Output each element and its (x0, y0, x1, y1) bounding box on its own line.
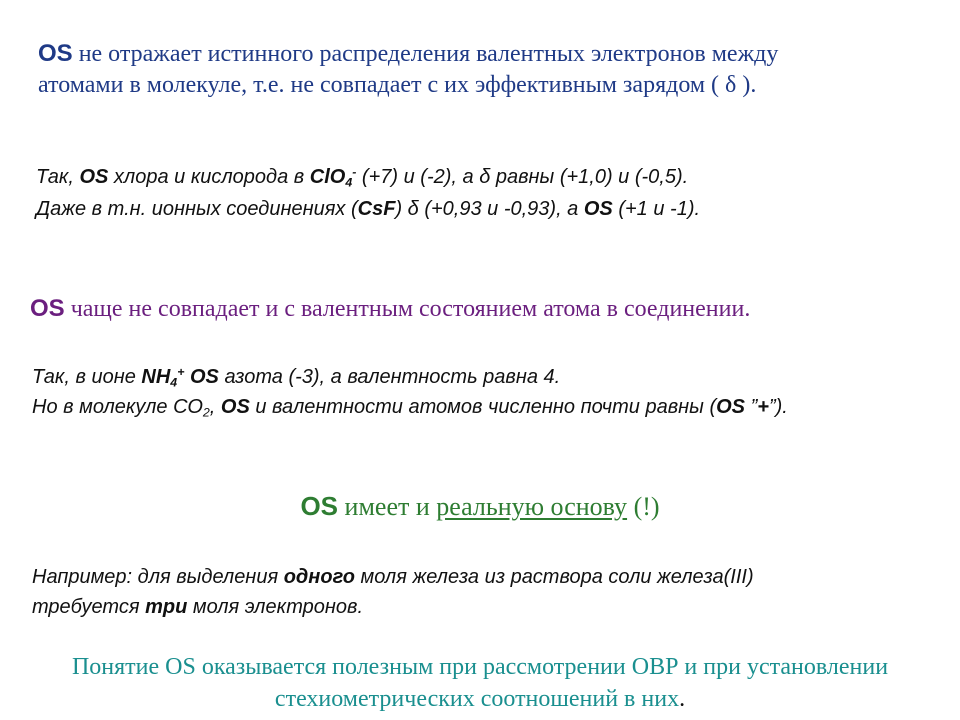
text: (!) (627, 492, 660, 521)
text: азота (-3), а валентность равна 4. (218, 366, 561, 388)
formula-clo: ClO (309, 166, 346, 188)
p6-line-2 (32, 592, 754, 622)
period: . (679, 686, 686, 712)
formula-superscript: + (177, 365, 185, 380)
formula-nh: NH (141, 366, 171, 388)
os-term: OS (30, 295, 65, 322)
plus-sign: + (757, 396, 769, 418)
p1-line-1 (38, 38, 778, 70)
text: моля электронов. (187, 596, 364, 618)
p6-line-1 (32, 562, 754, 592)
os-term: OS (583, 198, 613, 220)
paragraph-examples-nh4-co2 (32, 362, 788, 422)
text: ” (745, 396, 758, 418)
formula-superscript: - (352, 165, 357, 180)
os-term: OS (184, 366, 219, 388)
os-term: OS (38, 40, 73, 67)
text: Но в молекуле СО (32, 396, 203, 418)
text: Даже в т.н. ионных соединениях ( (36, 198, 358, 220)
text: хлора и кислорода в (108, 166, 310, 188)
formula-subscript: 2 (202, 405, 210, 420)
paragraph-valence-state (30, 294, 750, 324)
paragraph-iron-example (32, 562, 754, 622)
underlined-phrase: реальную основу (436, 492, 628, 521)
p1-line-2: атомами в молекуле, т.е. не совпадает с их эффективным зарядом ( δ ). (38, 72, 757, 98)
text: Например: для выделения (32, 566, 284, 588)
p7-line-2 (0, 683, 960, 715)
paragraph-os-definition (38, 38, 778, 101)
p4-line-1 (32, 362, 788, 392)
text: , (209, 396, 221, 418)
text: стехиометрических соотношений в них (274, 686, 680, 712)
os-term: OS (220, 396, 250, 418)
text: Так, (36, 166, 80, 188)
p2-line-1 (36, 161, 700, 193)
formula-subscript: 4 (170, 375, 178, 390)
os-term: OS (716, 396, 746, 418)
text: (+7) и (-2), а δ равны (+1,0) и (-0,5). (356, 166, 689, 188)
emphasis-three: три (145, 596, 188, 618)
text: Так, в ионе (32, 366, 142, 388)
heading-real-basis (0, 489, 960, 524)
os-term: OS (300, 491, 339, 521)
text: и валентности атомов численно почти равны ( (249, 396, 717, 418)
text: (+1 и -1). (612, 198, 701, 220)
p4-line-2 (32, 392, 788, 422)
paragraph-conclusion (0, 651, 960, 715)
text: моля железа из раствора соли железа(III) (354, 566, 754, 588)
text: требуется (32, 596, 146, 618)
p7-line-1: Понятие OS оказывается полезным при рассмотрении ОВР и при установлении (71, 654, 889, 680)
os-term: OS (79, 166, 109, 188)
formula-csf: CsF (357, 198, 396, 220)
text: ”). (768, 396, 788, 418)
formula-subscript: 4 (345, 175, 353, 190)
p1-line1-text: не отражает истинного распределения валентных электронов между (72, 41, 779, 67)
p2-line-2 (36, 193, 700, 225)
text: имеет и (338, 492, 437, 521)
emphasis-one: одного (283, 566, 355, 588)
text: ) δ (+0,93 и -0,93), а (395, 198, 584, 220)
p3-text: чаще не совпадает и с валентным состоянием атома в соединении. (64, 296, 751, 322)
paragraph-examples-clo4-csf (36, 161, 700, 225)
